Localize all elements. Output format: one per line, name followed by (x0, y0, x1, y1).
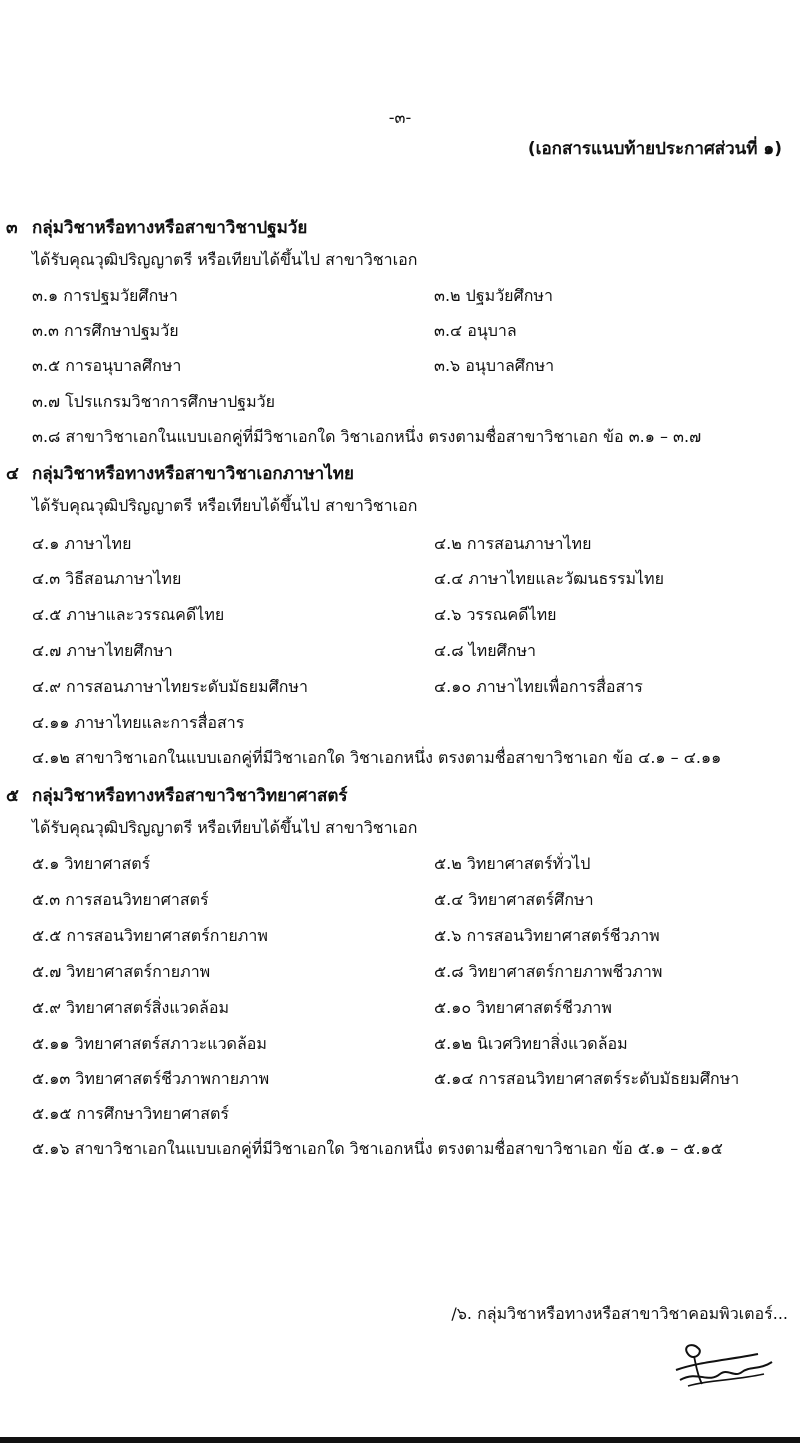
list-item: ๕.๖ การสอนวิทยาศาสตร์ชีวภาพ (434, 926, 660, 945)
list-item: ๕.๑๐ วิทยาศาสตร์ชีวภาพ (434, 998, 612, 1017)
list-item: ๕.๒ วิทยาศาสตร์ทั่วไป (434, 854, 591, 873)
section-heading (6, 782, 348, 809)
list-item: ๔.๔ ภาษาไทยและวัฒนธรรมไทย (434, 569, 664, 588)
section-title: กลุ่มวิชาหรือทางหรือสาขาวิชาวิทยาศาสตร์ (32, 786, 348, 806)
handwritten-signature-icon (668, 1340, 780, 1392)
list-item: ๕.๑๕ การศึกษาวิทยาศาสตร์ (32, 1104, 229, 1123)
list-item: ๔.๓ วิธีสอนภาษาไทย (32, 569, 182, 588)
list-item: ๔.๕ ภาษาและวรรณคดีไทย (32, 605, 225, 624)
list-item: ๕.๑๖ สาขาวิชาเอกในแบบเอกคู่ที่มีวิชาเอกใด วิชาเอกหนึ่ง ตรงตามชื่อสาขาวิชาเอก ข้อ ๕.๑ – ๕.๑๕ (32, 1139, 723, 1158)
continuation-note: /๖. กลุ่มวิชาหรือทางหรือสาขาวิชาคอมพิวเตอร์... (451, 1304, 788, 1323)
list-item: ๕.๑ วิทยาศาสตร์ (32, 854, 151, 873)
list-item: ๕.๑๑ วิทยาศาสตร์สภาวะแวดล้อม (32, 1034, 267, 1053)
list-item: ๔.๙ การสอนภาษาไทยระดับมัธยมศึกษา (32, 677, 308, 696)
section-number: ๕ (6, 786, 19, 806)
section-heading (6, 214, 307, 241)
list-item: ๕.๔ วิทยาศาสตร์ศึกษา (434, 890, 594, 909)
list-item: ๔.๖ วรรณคดีไทย (434, 605, 557, 624)
list-item: ๔.๘ ไทยศึกษา (434, 641, 536, 660)
section-title: กลุ่มวิชาหรือทางหรือสาขาวิชาเอกภาษาไทย (32, 464, 354, 484)
list-item: ๕.๗ วิทยาศาสตร์กายภาพ (32, 962, 211, 981)
list-item: ๕.๑๓ วิทยาศาสตร์ชีวภาพกายภาพ (32, 1069, 270, 1088)
list-item: ๕.๕ การสอนวิทยาศาสตร์กายภาพ (32, 926, 268, 945)
section-requirement: ได้รับคุณวุฒิปริญญาตรี หรือเทียบได้ขึ้นไป สาขาวิชาเอก (32, 250, 418, 269)
section-heading (6, 460, 354, 487)
list-item: ๔.๑๒ สาขาวิชาเอกในแบบเอกคู่ที่มีวิชาเอกใด วิชาเอกหนึ่ง ตรงตามชื่อสาขาวิชาเอก ข้อ ๔.๑ – ๔.๑๑ (32, 748, 722, 767)
list-item: ๓.๔ อนุบาล (434, 321, 517, 340)
list-item: ๔.๑๑ ภาษาไทยและการสื่อสาร (32, 713, 245, 732)
section-number: ๓ (6, 218, 18, 238)
list-item: ๔.๑ ภาษาไทย (32, 534, 132, 553)
list-item: ๓.๑ การปฐมวัยศึกษา (32, 286, 178, 305)
list-item: ๔.๒ การสอนภาษาไทย (434, 534, 592, 553)
section-requirement: ได้รับคุณวุฒิปริญญาตรี หรือเทียบได้ขึ้นไป สาขาวิชาเอก (32, 818, 418, 837)
section-number: ๔ (6, 464, 19, 484)
list-item: ๓.๘ สาขาวิชาเอกในแบบเอกคู่ที่มีวิชาเอกใด วิชาเอกหนึ่ง ตรงตามชื่อสาขาวิชาเอก ข้อ ๓.๑ – ๓.๗ (32, 427, 702, 446)
list-item: ๕.๙ วิทยาศาสตร์สิ่งแวดล้อม (32, 998, 230, 1017)
list-item: ๓.๕ การอนุบาลศึกษา (32, 356, 182, 375)
list-item: ๓.๗ โปรแกรมวิชาการศึกษาปฐมวัย (32, 392, 275, 411)
list-item: ๔.๑๐ ภาษาไทยเพื่อการสื่อสาร (434, 677, 643, 696)
list-item: ๓.๖ อนุบาลศึกษา (434, 356, 555, 375)
section-requirement: ได้รับคุณวุฒิปริญญาตรี หรือเทียบได้ขึ้นไป สาขาวิชาเอก (32, 496, 418, 515)
list-item: ๓.๒ ปฐมวัยศึกษา (434, 286, 553, 305)
list-item: ๔.๗ ภาษาไทยศึกษา (32, 641, 173, 660)
section-title: กลุ่มวิชาหรือทางหรือสาขาวิชาปฐมวัย (32, 218, 308, 238)
scan-border (0, 1437, 800, 1443)
list-item: ๕.๓ การสอนวิทยาศาสตร์ (32, 890, 209, 909)
list-item: ๕.๘ วิทยาศาสตร์กายภาพชีวภาพ (434, 962, 663, 981)
list-item: ๕.๑๒ นิเวศวิทยาสิ่งแวดล้อม (434, 1034, 628, 1053)
page-number: -๓- (388, 108, 412, 127)
list-item: ๕.๑๔ การสอนวิทยาศาสตร์ระดับมัธยมศึกษา (434, 1069, 740, 1088)
document-reference: (เอกสารแนบท้ายประกาศส่วนที่ ๑) (527, 139, 782, 159)
list-item: ๓.๓ การศึกษาปฐมวัย (32, 321, 179, 340)
